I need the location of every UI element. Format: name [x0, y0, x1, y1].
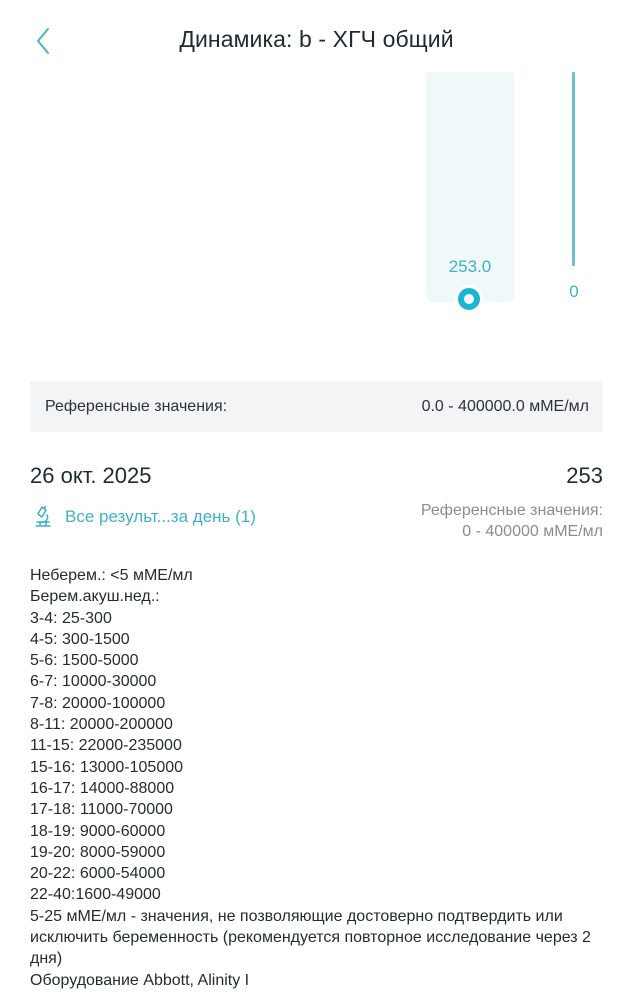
result-reference-label: Референсные значения:: [420, 502, 603, 519]
result-reference-value: 0 - 400000 мМЕ/мл: [462, 523, 603, 540]
y-axis-zero-label: 0: [569, 282, 579, 301]
note-line: 22-40:1600-49000: [30, 886, 161, 904]
note-line: 6-7: 10000-30000: [30, 673, 157, 691]
note-line: 17-18: 11000-70000: [30, 801, 173, 819]
circle-marker-icon: [458, 288, 480, 310]
result-reference: [421, 500, 603, 542]
page-title: Динамика: b - ХГЧ общий: [179, 26, 454, 52]
reference-values-bar: [30, 381, 603, 432]
note-line: 19-20: 8000-59000: [30, 843, 166, 861]
note-line: 16-17: 14000-88000: [30, 779, 175, 797]
note-line: 8-11: 20000-200000: [30, 716, 173, 734]
reference-label: Референсные значения:: [45, 397, 228, 415]
data-point-marker[interactable]: [455, 285, 483, 313]
reference-notes: [30, 565, 610, 991]
all-results-link[interactable]: [33, 505, 256, 529]
result-value: 253: [566, 463, 603, 488]
note-line: 20-22: 6000-54000: [30, 865, 166, 883]
equipment-note: Оборудование Abbott, Alinity I: [30, 971, 250, 989]
note-paragraph: 5-25 мМЕ/мл - значения, не позволяющие достоверно подтвердить или исключить беременность (рекомендуется повторное исследование через 2 дня): [30, 907, 591, 968]
data-point-label: 253.0: [448, 257, 492, 276]
note-line: 18-19: 9000-60000: [30, 822, 166, 840]
result-date: 26 окт. 2025: [30, 463, 152, 488]
note-line: Неберем.: <5 мМЕ/мл: [30, 567, 193, 584]
reference-value: 0.0 - 400000.0 мМЕ/мл: [421, 397, 589, 415]
note-line: 7-8: 20000-100000: [30, 694, 166, 712]
dynamics-chart[interactable]: [0, 70, 633, 350]
all-results-label: Все результ...за день (1): [65, 507, 256, 526]
y-axis-line: [572, 72, 575, 266]
microscope-icon: [33, 505, 53, 529]
nav-header: [0, 0, 633, 80]
note-line: 4-5: 300-1500: [30, 630, 130, 648]
note-line: 11-15: 22000-235000: [30, 737, 182, 755]
note-line: Берем.акуш.нед.:: [30, 588, 160, 606]
note-line: 15-16: 13000-105000: [30, 758, 184, 776]
note-line: 5-6: 1500-5000: [30, 652, 139, 670]
note-line: 3-4: 25-300: [30, 609, 112, 627]
